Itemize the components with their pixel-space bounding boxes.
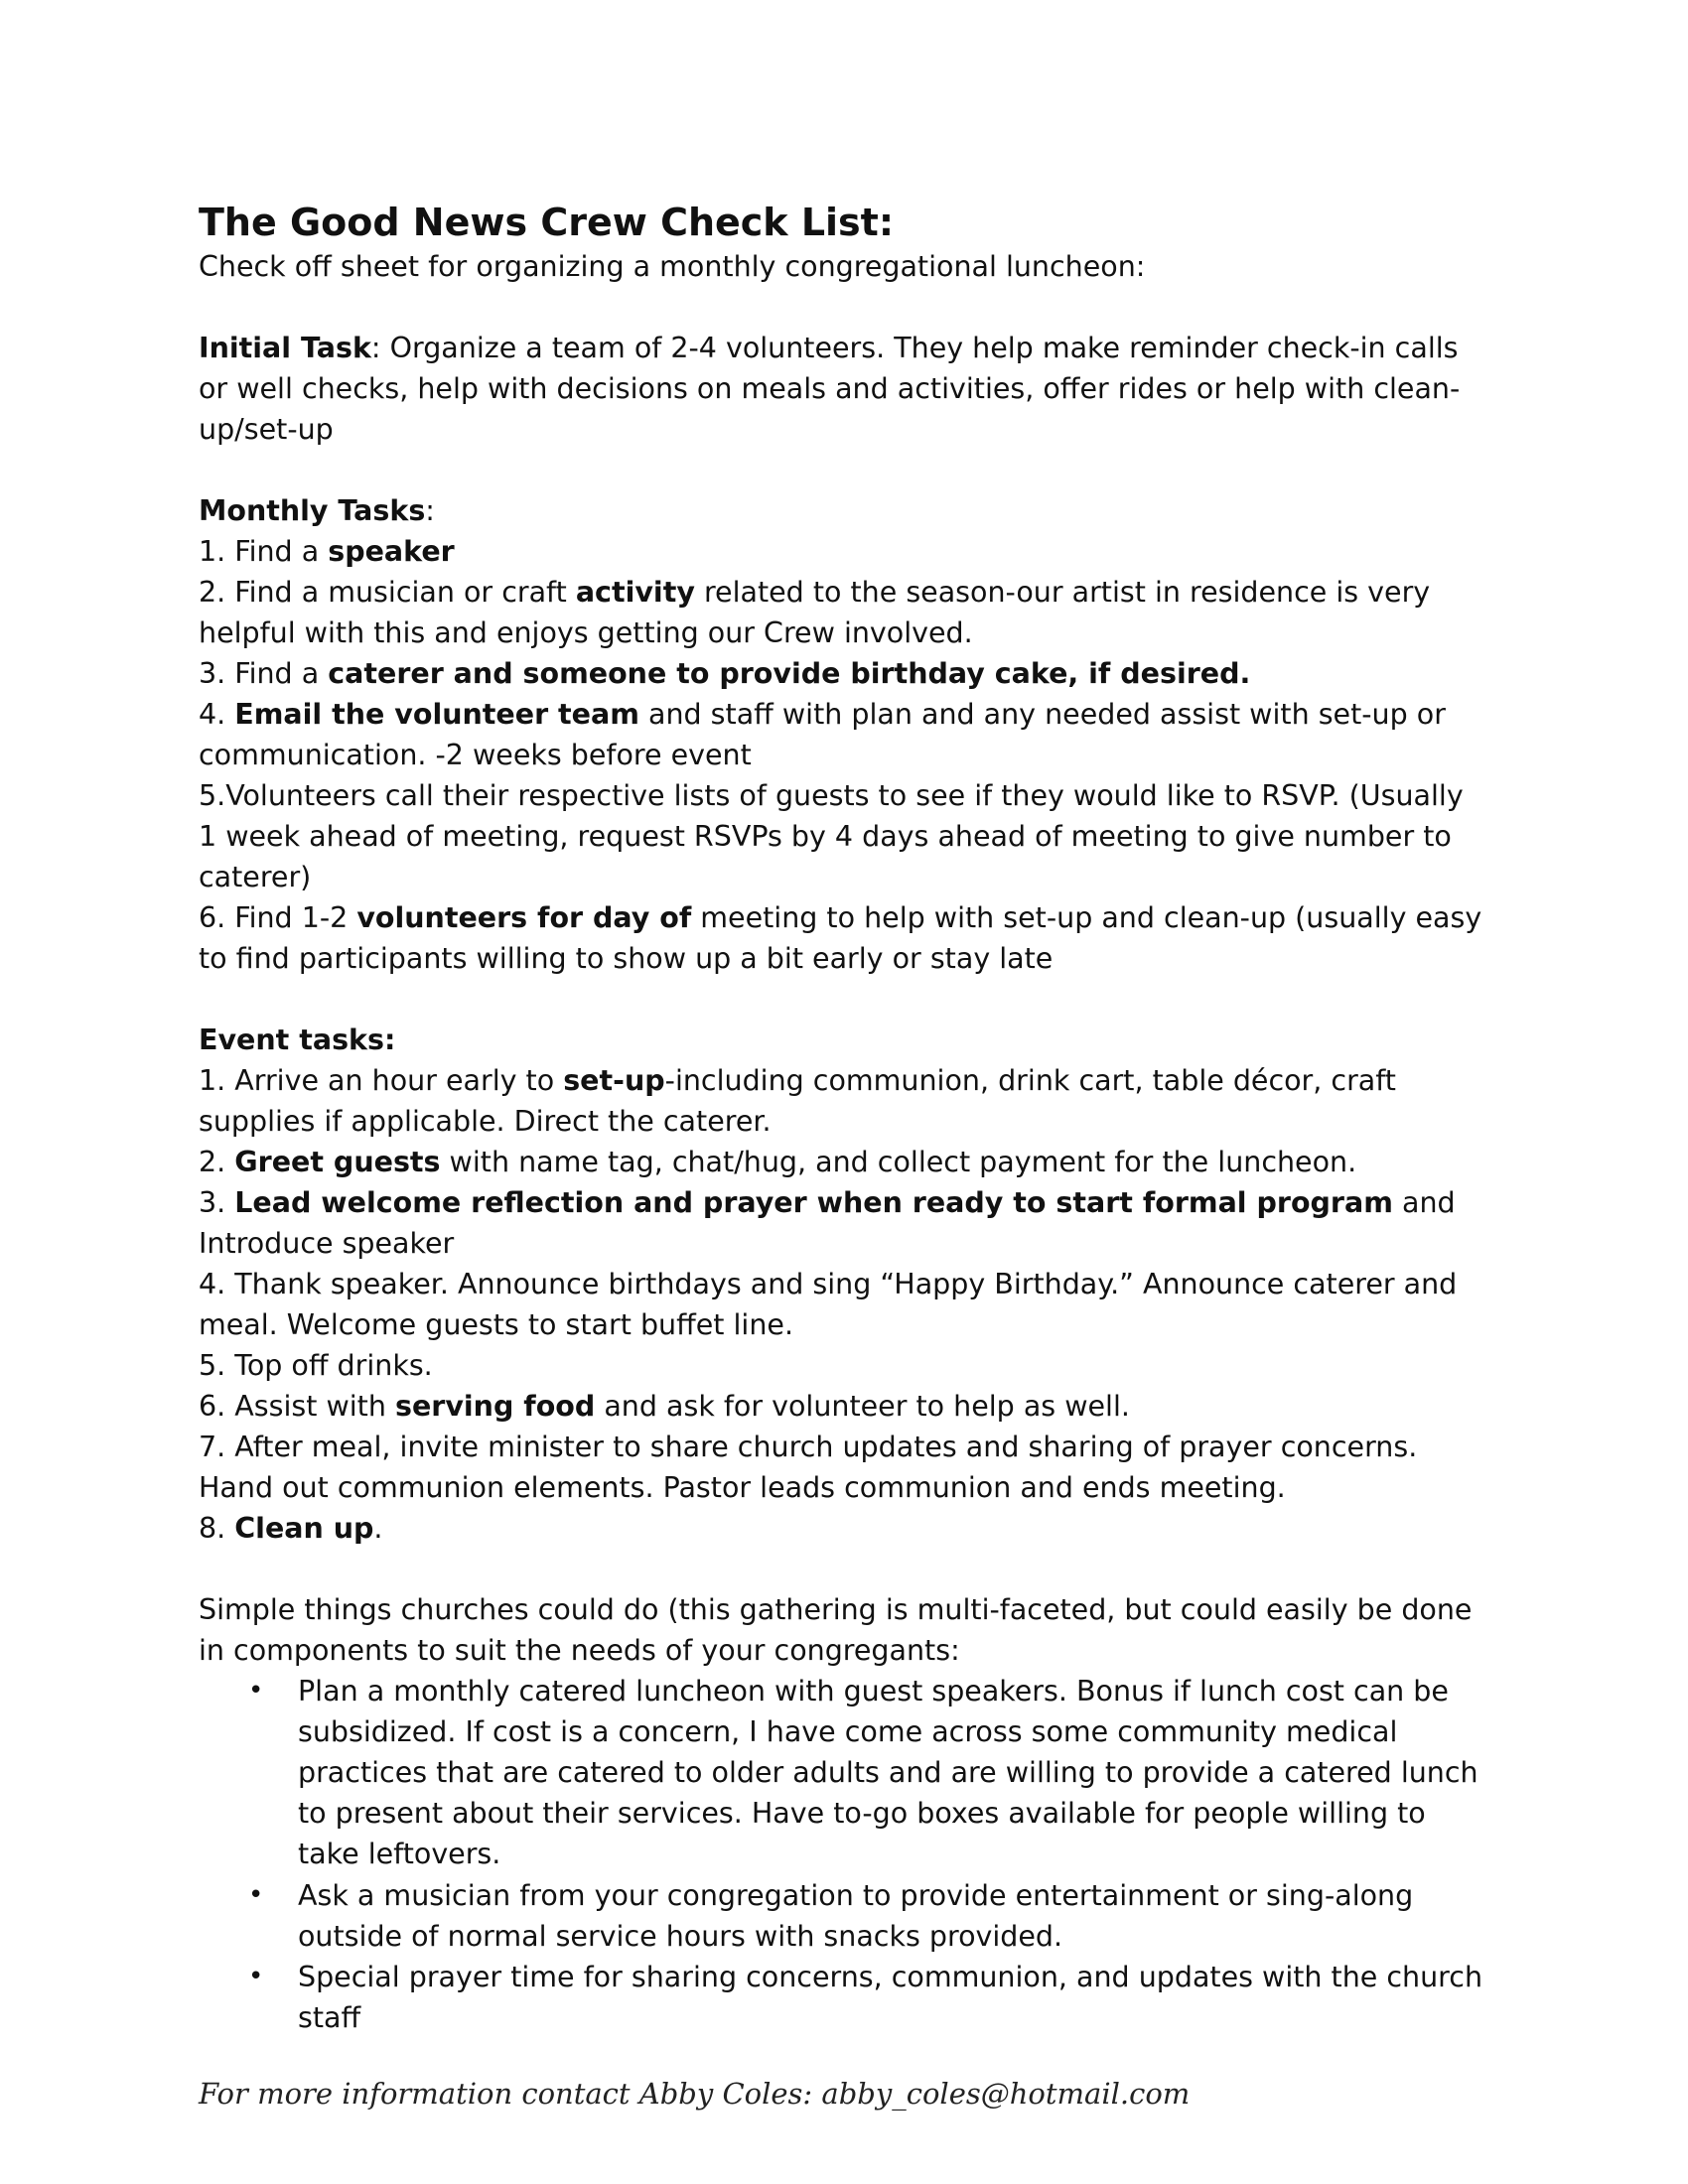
monthly-task-item xyxy=(199,572,1489,653)
monthly-tasks-heading xyxy=(199,490,1489,531)
task-text: 1. Find a xyxy=(199,535,329,568)
task-emphasis: Greet guests xyxy=(234,1146,441,1178)
task-emphasis: volunteers for day of xyxy=(356,901,692,934)
task-text: 5.Volunteers call their respective lists of guests to see if they would like to RSVP. (Usually 1 week ahead of meeting, request RSVPs by 4 days ahead of meeting to give number to caterer) xyxy=(199,779,1464,893)
task-text: 2. Find a musician or craft xyxy=(199,576,576,609)
task-text: and Introduce speaker xyxy=(199,1186,1456,1260)
task-emphasis: Lead welcome reflection and prayer when ready to start formal program xyxy=(234,1186,1393,1219)
contact-footer: For more information contact Abby Coles: abby_coles@hotmail.com xyxy=(199,2077,1191,2111)
spacer xyxy=(199,450,1489,490)
task-text: 4. Thank speaker. Announce birthdays and sing “Happy Birthday.” Announce caterer and meal. Welcome guests to start buffet line. xyxy=(199,1268,1458,1341)
document-title: The Good News Crew Check List: xyxy=(199,201,895,244)
initial-task-label: Initial Task xyxy=(199,332,371,364)
event-task-item xyxy=(199,1182,1489,1264)
monthly-task-item xyxy=(199,531,1489,572)
event-task-item xyxy=(199,1060,1489,1142)
event-tasks-heading xyxy=(199,1020,1489,1060)
bullet-icon: • xyxy=(248,1962,264,1991)
simple-things-bullet xyxy=(248,1957,1489,2038)
task-text: . xyxy=(373,1512,383,1545)
task-emphasis: Email the volunteer team xyxy=(234,698,639,731)
spacer xyxy=(199,287,1489,328)
task-text: 1. Arrive an hour early to xyxy=(199,1064,564,1097)
task-emphasis: Clean up xyxy=(234,1512,374,1545)
spacer xyxy=(199,979,1489,1020)
bullet-text: Plan a monthly catered luncheon with guest speakers. Bonus if lunch cost can be subsidized. If cost is a concern, I have come across some community medical practices that are catered to older adults and are willing to provide a catered lunch to present about their services. Have to-go boxes available for people willing to take leftovers. xyxy=(298,1675,1478,1870)
spacer xyxy=(199,1549,1489,1589)
initial-task-text: : Organize a team of 2-4 volunteers. They help make reminder check-in calls or well checks, help with decisions on meals and activities, offer rides or help with clean-up/set-up xyxy=(199,332,1461,446)
task-emphasis: speaker xyxy=(328,535,455,568)
event-task-item xyxy=(199,1345,1489,1386)
monthly-task-item xyxy=(199,775,1489,897)
monthly-tasks-heading-colon: : xyxy=(425,494,435,527)
task-text: 3. xyxy=(199,1186,235,1219)
monthly-task-item xyxy=(199,694,1489,775)
event-task-item xyxy=(199,1264,1489,1345)
task-text: 4. xyxy=(199,698,235,731)
event-tasks-heading-label: Event tasks: xyxy=(199,1024,396,1056)
event-task-list xyxy=(199,1060,1489,1549)
simple-things-intro: Simple things churches could do (this gathering is multi-faceted, but could easily be done in components to suit the needs of your congregants: xyxy=(199,1593,1473,1667)
document-subtitle: Check off sheet for organizing a monthly congregational luncheon: xyxy=(199,250,1146,283)
task-text: -including communion, drink cart, table décor, craft supplies if applicable. Direct the caterer. xyxy=(199,1064,1396,1138)
task-text: 7. After meal, invite minister to share church updates and sharing of prayer concerns. Hand out communion elements. Pastor leads communion and ends meeting. xyxy=(199,1431,1418,1504)
event-task-item xyxy=(199,1142,1489,1182)
monthly-task-item xyxy=(199,897,1489,979)
bullet-text: Special prayer time for sharing concerns, communion, and updates with the church staff xyxy=(298,1961,1483,2034)
event-task-item xyxy=(199,1386,1489,1427)
task-text: 5. Top off drinks. xyxy=(199,1349,433,1382)
task-text: 3. Find a xyxy=(199,657,329,690)
monthly-task-item xyxy=(199,653,1489,694)
task-emphasis: caterer and someone to provide birthday cake, if desired. xyxy=(328,657,1251,690)
task-text: and ask for volunteer to help as well. xyxy=(595,1390,1130,1423)
task-emphasis: set-up xyxy=(563,1064,665,1097)
task-text: and staff with plan and any needed assist with set-up or communication. -2 weeks before event xyxy=(199,698,1446,771)
simple-things-list xyxy=(199,1671,1489,2038)
task-emphasis: activity xyxy=(575,576,695,609)
initial-task-paragraph xyxy=(199,328,1489,450)
task-text: related to the season-our artist in residence is very helpful with this and enjoys getting our Crew involved. xyxy=(199,576,1431,649)
monthly-task-list xyxy=(199,531,1489,979)
task-emphasis: serving food xyxy=(394,1390,596,1423)
bullet-text: Ask a musician from your congregation to provide entertainment or sing-along outside of normal service hours with snacks provided. xyxy=(298,1878,1414,1953)
task-text: 2. xyxy=(199,1146,235,1178)
simple-things-bullet xyxy=(248,1875,1489,1957)
bullet-icon: • xyxy=(248,1879,264,1910)
simple-things-bullet xyxy=(248,1671,1489,1874)
monthly-tasks-heading-label: Monthly Tasks xyxy=(199,494,426,527)
task-text: meeting to help with set-up and clean-up (usually easy to find participants willing to show up a bit early or stay late xyxy=(199,901,1482,975)
task-text: 8. xyxy=(199,1512,235,1545)
task-text: 6. Find 1-2 xyxy=(199,901,357,934)
task-text: 6. Assist with xyxy=(199,1390,395,1423)
event-task-item xyxy=(199,1508,1489,1549)
bullet-icon: • xyxy=(248,1676,264,1706)
event-task-item xyxy=(199,1427,1489,1508)
task-text: with name tag, chat/hug, and collect payment for the luncheon. xyxy=(440,1146,1357,1178)
